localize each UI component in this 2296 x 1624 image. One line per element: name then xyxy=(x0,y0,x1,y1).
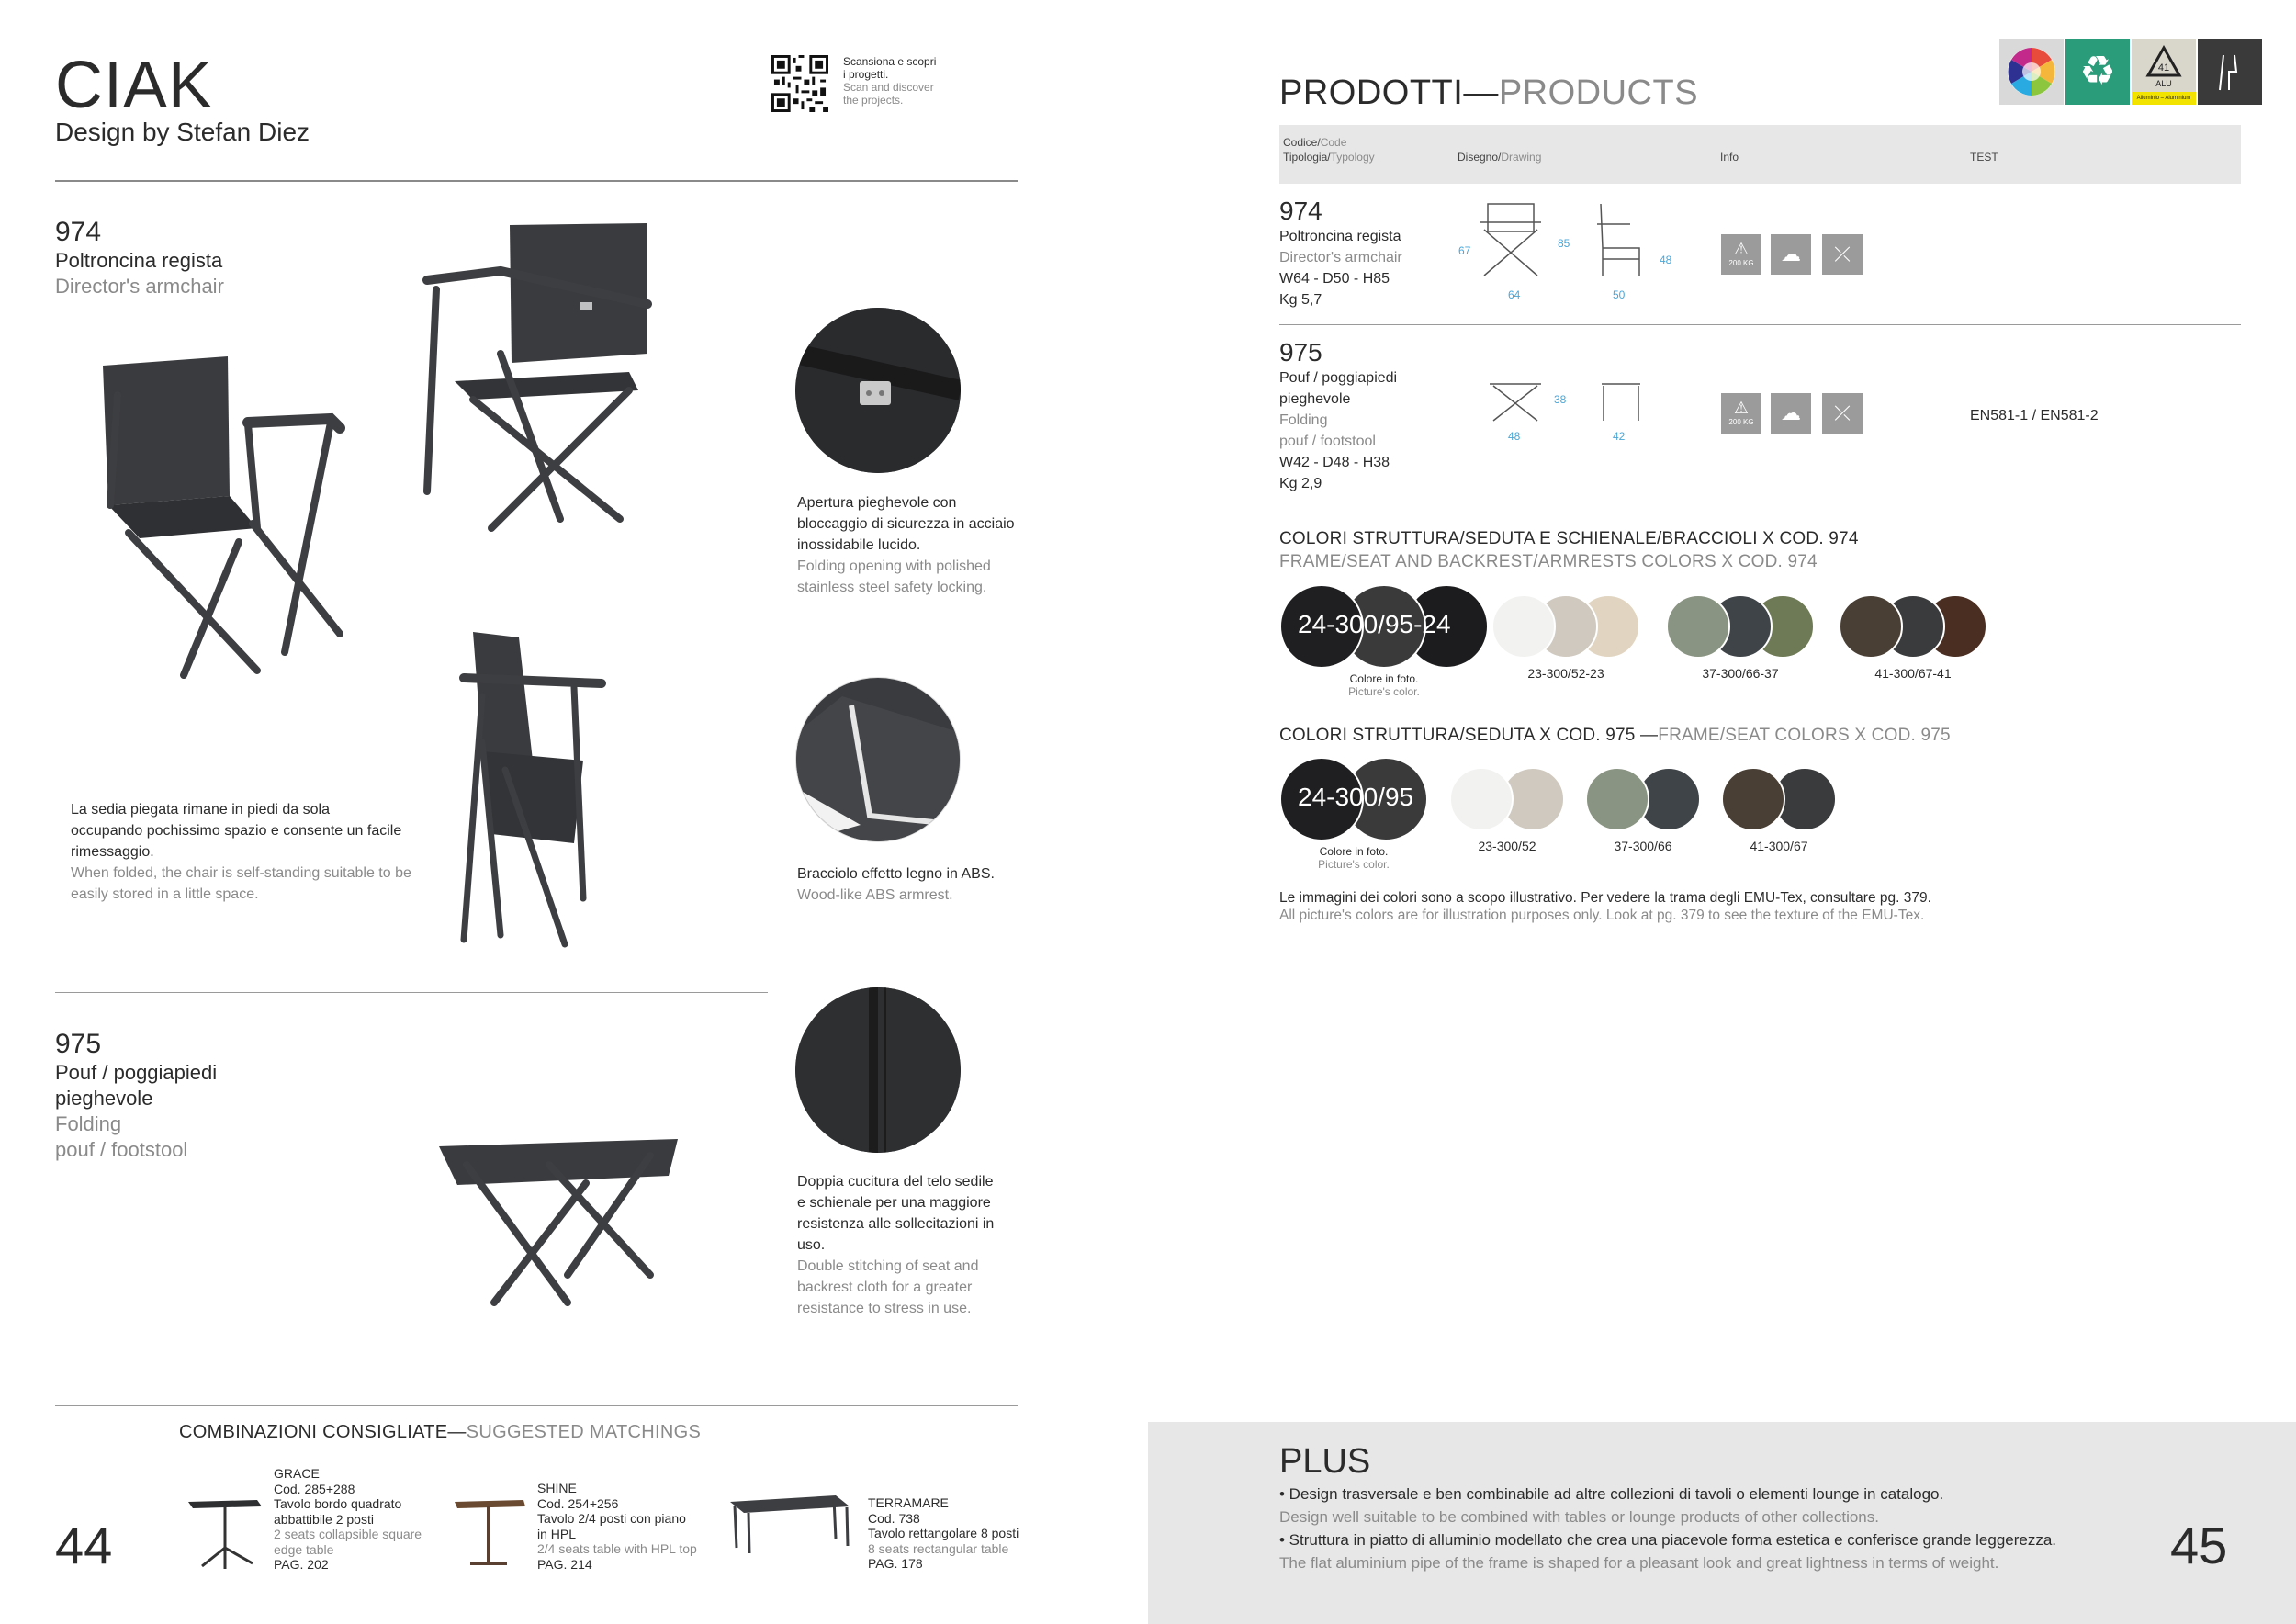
picture-color-en: Picture's color. xyxy=(1318,858,1390,871)
alu-text: Alluminio – Aluminium xyxy=(2132,92,2196,105)
matching-desc-en: 2 seats collapsible square xyxy=(274,1527,422,1541)
matching-desc-en: edge table xyxy=(274,1541,334,1557)
picture-color-caption xyxy=(1279,672,1489,698)
row-name-en: Folding xyxy=(1279,412,1328,428)
load-icon: ⚠ 200 KG xyxy=(1721,393,1761,434)
swatch-code-label: 41-300/67 xyxy=(1750,839,1808,853)
colors-975-heading-en: FRAME/SEAT COLORS X COD. 975 xyxy=(1658,726,1951,745)
header-test: TEST xyxy=(1970,151,1998,164)
header-typology xyxy=(1283,151,1375,164)
product-code: 974 xyxy=(55,217,102,247)
caption-text-en: Wood-like ABS armrest. xyxy=(797,887,953,903)
product-name-en: Folding xyxy=(55,1112,122,1135)
products-title-en: PRODUCTS xyxy=(1498,73,1699,112)
designer-credit: Design by Stefan Diez xyxy=(55,118,310,146)
caption-text-en: resistance to stress in use. xyxy=(797,1301,972,1316)
product-name-it: Pouf / poggiapiedi xyxy=(55,1061,218,1084)
row-dimensions: W42 - D48 - H38 xyxy=(1279,455,1390,470)
drawing-974-side xyxy=(1593,202,1649,285)
header-label: Tipologia/ xyxy=(1283,151,1331,164)
detail-stitching-image xyxy=(795,987,961,1153)
qr-code-icon[interactable] xyxy=(771,55,828,112)
caption-text: uso. xyxy=(797,1237,826,1253)
caption-opening xyxy=(797,492,1027,598)
page-number-right: 45 xyxy=(2170,1517,2228,1574)
row-dimensions: W64 - D50 - H85 xyxy=(1279,271,1390,287)
product-974-block xyxy=(55,217,224,299)
product-name-it: Poltroncina regista xyxy=(55,249,223,272)
matching-desc-en: 2/4 seats table with HPL top xyxy=(537,1541,697,1556)
test-standard: EN581-1 / EN581-2 xyxy=(1970,408,2099,423)
caption-text: La sedia piegata rimane in piedi da sola xyxy=(71,802,330,818)
plus-item-en: The flat aluminium pipe of the frame is shaped for a pleasant look and great lightness in terms of weight. xyxy=(1279,1554,1999,1572)
matching-code: Cod. 738 xyxy=(868,1510,920,1526)
swatch-code-label: 41-300/67-41 xyxy=(1874,666,1952,681)
chair-folded-image xyxy=(445,623,611,963)
product-975-block xyxy=(55,1029,217,1163)
row-weight: Kg 5,7 xyxy=(1279,292,1322,308)
folding-icon: ⤫ xyxy=(1822,234,1863,275)
caption-folded xyxy=(71,799,438,905)
row-name-en: Director's armchair xyxy=(1279,250,1402,265)
plus-list xyxy=(1279,1483,2056,1574)
picture-color-it: Colore in foto. xyxy=(1349,672,1419,685)
load-label: 200 KG xyxy=(1728,259,1754,267)
plus-item-it: • Struttura in piatto di alluminio modellato che crea una piacevole forma estetica e conferisce grande leggerezza. xyxy=(1279,1531,2057,1549)
header-label: Disegno/ xyxy=(1458,151,1502,164)
weather-icon: ☁ xyxy=(1771,234,1811,275)
row-name-it: Pouf / poggiapiedi xyxy=(1279,370,1398,386)
dim-depth: 50 xyxy=(1613,288,1626,301)
colors-975-heading-it: COLORI STRUTTURA/SEDUTA X COD. 975 xyxy=(1279,726,1636,745)
swatch-code-label: 37-300/66-37 xyxy=(1702,666,1779,681)
page-number-left: 44 xyxy=(55,1517,113,1574)
chair-type-badge xyxy=(2198,39,2262,105)
matching-name: SHINE xyxy=(537,1481,577,1495)
color-swatch[interactable] xyxy=(1721,767,1785,831)
alu-recycle-icon xyxy=(2132,39,2196,90)
header-info: Info xyxy=(1720,151,1739,164)
dim-width: 48 xyxy=(1508,430,1521,443)
dim-width: 64 xyxy=(1508,288,1521,301)
color-swatch[interactable] xyxy=(1491,594,1556,659)
product-name-en: Director's armchair xyxy=(55,275,224,298)
matching-code: Cod. 285+288 xyxy=(274,1481,355,1496)
caption-stitching xyxy=(797,1171,1027,1319)
caption-text: resistenza alle sollecitazioni in xyxy=(797,1216,995,1232)
dim-height: 85 xyxy=(1558,237,1570,250)
caption-text-en: Folding opening with polished xyxy=(797,558,991,574)
colors-974-heading-en: FRAME/SEAT AND BACKREST/ARMRESTS COLORS X COD. 974 xyxy=(1279,552,1818,571)
alu-badge xyxy=(2132,39,2196,105)
folding-icon: ⤫ xyxy=(1822,393,1863,434)
row-divider xyxy=(1279,324,2241,325)
color-swatch[interactable] xyxy=(1449,767,1514,831)
caption-text: occupando pochissimo spazio e consente un facile xyxy=(71,823,402,839)
products-table-header xyxy=(1279,125,2241,184)
row-code: 974 xyxy=(1279,197,1322,225)
matching-desc-it: Tavolo bordo quadrato xyxy=(274,1496,402,1511)
row-name-it: pieghevole xyxy=(1279,391,1351,407)
caption-text-en: easily stored in a little space. xyxy=(71,886,259,902)
plus-item-en: Design well suitable to be combined with tables or lounge products of other collections. xyxy=(1279,1508,1879,1526)
header-divider xyxy=(55,180,1018,182)
color-swatch[interactable] xyxy=(1585,767,1649,831)
brand-title: CIAK xyxy=(55,49,214,122)
caption-text: Bracciolo effetto legno in ABS. xyxy=(797,866,995,882)
matchings-divider xyxy=(55,1405,1018,1406)
color-wheel-icon xyxy=(1999,39,2064,105)
alu-number: 41 xyxy=(2157,62,2170,73)
swatch-code-label: 37-300/66 xyxy=(1614,839,1672,853)
load-icon: ⚠ 200 KG xyxy=(1721,234,1761,275)
matching-page-ref: PAG. 178 xyxy=(868,1556,923,1571)
color-swatch[interactable] xyxy=(1839,594,1903,659)
matching-page-ref: PAG. 202 xyxy=(274,1557,329,1572)
header-label-en: Drawing xyxy=(1501,151,1542,164)
load-label: 200 KG xyxy=(1728,418,1754,426)
footstool-image xyxy=(439,1128,687,1312)
grace-table-image xyxy=(184,1497,266,1571)
matchings-title-en: SUGGESTED MATCHINGS xyxy=(466,1422,702,1442)
matchings-title-it: COMBINAZIONI CONSIGLIATE xyxy=(179,1422,448,1442)
caption-text: Doppia cucitura del telo sedile xyxy=(797,1174,994,1190)
chair-outline-icon xyxy=(2198,39,2262,105)
picture-color-it: Colore in foto. xyxy=(1319,845,1389,858)
matching-code: Cod. 254+256 xyxy=(537,1495,619,1511)
row-weight: Kg 2,9 xyxy=(1279,476,1322,491)
matching-name: TERRAMARE xyxy=(868,1495,949,1510)
caption-text: Apertura pieghevole con xyxy=(797,495,957,511)
table-row-975 xyxy=(1279,338,1397,494)
row-name-it: Poltroncina regista xyxy=(1279,229,1401,244)
table-row-974 xyxy=(1279,197,1402,310)
plus-item-it: • Design trasversale e ben combinabile ad altre collezioni di tavoli o elementi lounge in catalogo. xyxy=(1279,1485,1944,1503)
weather-icon: ☁ xyxy=(1771,393,1811,434)
caption-armrest xyxy=(797,863,1027,906)
plus-title: PLUS xyxy=(1279,1442,1371,1481)
products-title xyxy=(1279,73,1698,113)
color-note-en: All picture's colors are for illustration purposes only. Look at pg. 379 to see the texture of the EMU-Tex. xyxy=(1279,908,1925,923)
qr-text-it-1: Scansiona e scopri xyxy=(843,55,937,68)
chair-front-image xyxy=(73,340,367,689)
caption-text: rimessaggio. xyxy=(71,844,154,860)
color-wheel-badge xyxy=(1999,39,2064,105)
row-code: 975 xyxy=(1279,338,1322,367)
dim-height: 38 xyxy=(1554,393,1567,406)
caption-text-en: backrest cloth for a greater xyxy=(797,1280,973,1295)
drawing-975-side xyxy=(1598,380,1644,426)
matching-name: GRACE xyxy=(274,1466,320,1481)
color-swatch[interactable] xyxy=(1666,594,1730,659)
header-label: Codice/ xyxy=(1283,136,1321,149)
dim-arm: 48 xyxy=(1660,254,1672,266)
matching-desc-it: in HPL xyxy=(537,1526,577,1541)
matching-desc-it: abbattibile 2 posti xyxy=(274,1511,374,1527)
terramare-table-image xyxy=(726,1493,854,1557)
header-drawing xyxy=(1458,151,1541,164)
matching-desc-en: 8 seats rectangular table xyxy=(868,1540,1009,1556)
header-label-en: Code xyxy=(1320,136,1347,149)
matching-grace[interactable] xyxy=(274,1466,422,1573)
qr-text-it-2: i progetti. xyxy=(843,68,889,81)
qr-text-en-2: the projects. xyxy=(843,94,904,107)
row-name-en: pouf / footstool xyxy=(1279,434,1376,449)
shine-table-image xyxy=(450,1497,528,1571)
swatch-code-big: 24-300/95-24 xyxy=(1298,610,1451,638)
detail-armrest-image xyxy=(795,677,961,842)
caption-text: e schienale per una maggiore xyxy=(797,1195,991,1211)
products-title-it: PRODOTTI xyxy=(1279,73,1464,112)
separator: — xyxy=(1463,73,1499,112)
plus-box xyxy=(1148,1422,2296,1624)
dim-height-seat: 67 xyxy=(1458,244,1471,257)
matching-desc-it: Tavolo rettangolare 8 posti xyxy=(868,1526,1019,1540)
separator: — xyxy=(447,1422,467,1442)
qr-caption xyxy=(843,55,953,107)
dim-depth: 42 xyxy=(1613,430,1626,443)
caption-text: inossidabile lucido. xyxy=(797,537,921,553)
caption-text: bloccaggio di sicurezza in acciaio xyxy=(797,516,1015,532)
color-note-it: Le immagini dei colori sono a scopo illustrativo. Per vedere la trama degli EMU-Tex, consultare pg. 379. xyxy=(1279,890,1931,906)
recycle-icon: ♻ xyxy=(2079,49,2116,94)
caption-text-en: When folded, the chair is self-standing suitable to be xyxy=(71,865,411,881)
matchings-title xyxy=(179,1422,701,1443)
section-divider xyxy=(55,992,768,993)
drawing-974-front xyxy=(1479,202,1543,285)
matching-terramare[interactable] xyxy=(868,1495,1019,1572)
picture-color-en: Picture's color. xyxy=(1348,685,1420,698)
matching-desc-it: Tavolo 2/4 posti con piano xyxy=(537,1511,686,1526)
header-label-en: Typology xyxy=(1330,151,1375,164)
picture-color-caption xyxy=(1279,845,1428,871)
colors-975-heading xyxy=(1279,726,1951,746)
swatch-code-label: 23-300/52-23 xyxy=(1527,666,1604,681)
detail-locking-image xyxy=(795,308,961,473)
swatch-code-label: 23-300/52 xyxy=(1478,839,1536,853)
header-code xyxy=(1283,136,1346,149)
color-note xyxy=(1279,889,1931,924)
separator: — xyxy=(1635,726,1659,745)
recycle-badge xyxy=(2065,39,2130,105)
product-name-it: pieghevole xyxy=(55,1087,153,1110)
qr-text-en-1: Scan and discover xyxy=(843,81,934,94)
chair-side-image xyxy=(418,216,675,547)
colors-974-heading-it: COLORI STRUTTURA/SEDUTA E SCHIENALE/BRACCIOLI X COD. 974 xyxy=(1279,529,1859,548)
alu-label: ALU xyxy=(2155,79,2172,88)
caption-text-en: Double stitching of seat and xyxy=(797,1258,979,1274)
caption-text-en: stainless steel safety locking. xyxy=(797,580,987,595)
product-name-en: pouf / footstool xyxy=(55,1138,188,1161)
drawing-975-front xyxy=(1488,380,1543,426)
product-code: 975 xyxy=(55,1029,102,1059)
swatch-code-big: 24-300/95 xyxy=(1298,783,1414,811)
matching-page-ref: PAG. 214 xyxy=(537,1556,592,1572)
matching-shine[interactable] xyxy=(537,1481,697,1572)
